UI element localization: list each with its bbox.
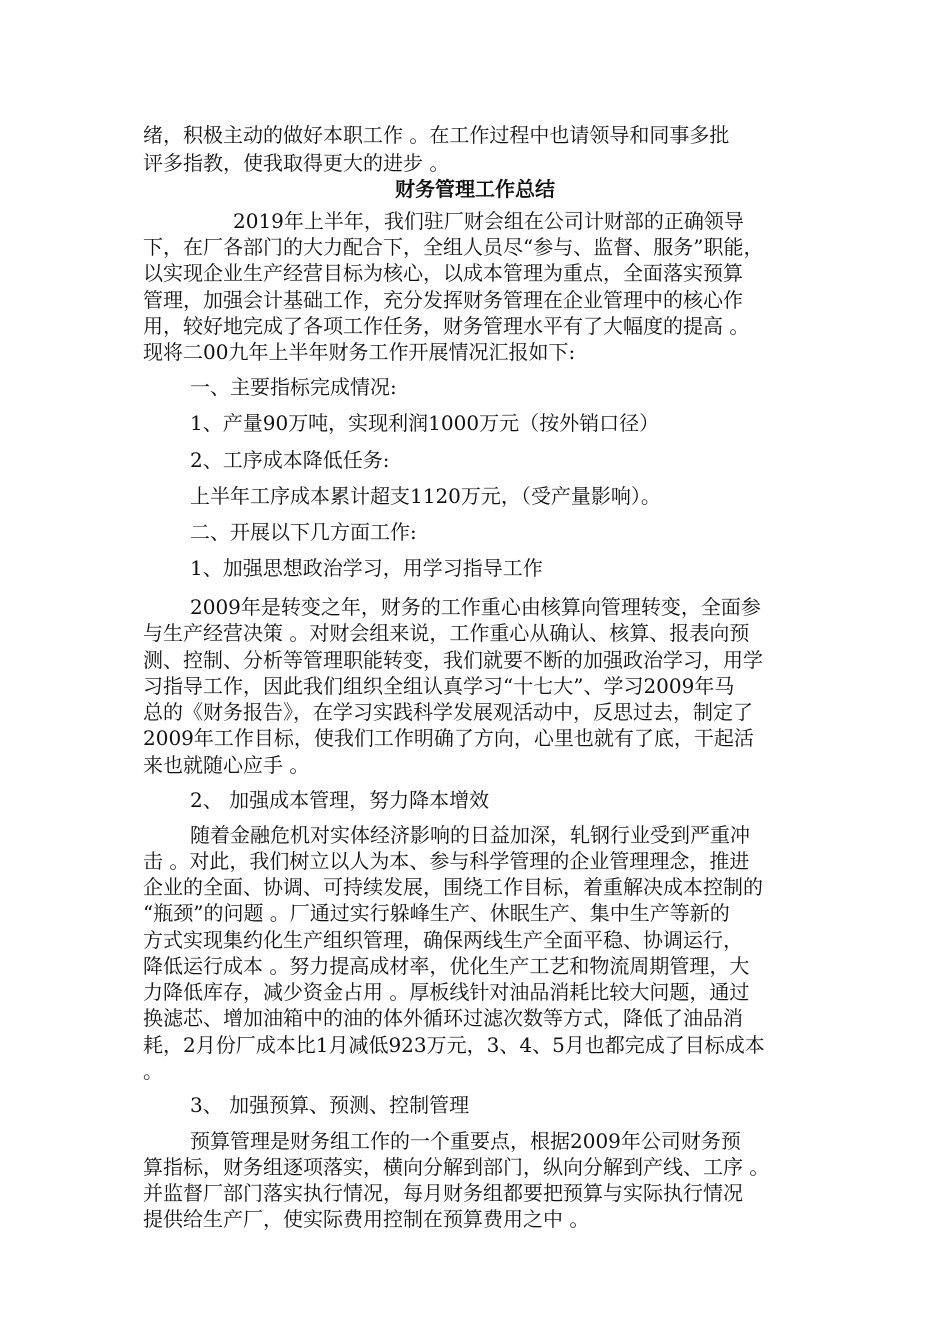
- section-heading: 二、开展以下几方面工作:: [190, 520, 417, 544]
- text-line: 算指标，财务组逐项落实，横向分解到部门，纵向分解到产线、工序 。: [143, 1155, 770, 1179]
- text-line: 绪，积极主动的做好本职工作 。在工作过程中也请领导和同事多批: [143, 123, 730, 147]
- text-line: 力降低库存，减少资金占用 。厚板线针对油品消耗比较大问题，通过: [143, 980, 750, 1004]
- text-line: 以实现企业生产经营目标为核心，以成本管理为重点，全面落实预算: [143, 261, 743, 285]
- text-line: 2009年是转变之年，财务的工作重心由核算向管理转变，全面参: [190, 595, 761, 619]
- text-line: 下，在厂各部门的大力配合下，全组人员尽“参与、监督、服务”职能，: [143, 235, 764, 259]
- text-line: 企业的全面、协调、可持续发展，围绕工作目标，着重解决成本控制的: [143, 875, 763, 899]
- text-line: 并监督厂部门落实执行情况，每月财务组都要把预算与实际执行情况: [143, 1181, 743, 1205]
- document-title: 财务管理工作总结: [395, 177, 555, 201]
- text-line: 用，较好地完成了各项工作任务，财务管理水平有了大幅度的提高 。: [143, 314, 750, 338]
- text-line: 2009年工作目标，使我们工作明确了方向，心里也就有了底，干起活: [143, 726, 754, 750]
- text-line: 换滤芯、增加油箱中的油的体外循环过滤次数等方式，降低了油品消: [143, 1006, 743, 1030]
- text-line: 管理，加强会计基础工作，充分发挥财务管理在企业管理中的核心作: [143, 288, 743, 312]
- text-line: 上半年工序成本累计超支1120万元，（受产量影响）。: [190, 484, 661, 508]
- text-line: 习指导工作，因此我们组织全组认真学习“十七大”、学习2009年马: [143, 674, 735, 698]
- text-line: 。: [143, 1059, 163, 1083]
- text-line: 1、产量90万吨，实现利润1000万元（按外销口径）: [190, 411, 660, 435]
- text-line: 测、控制、分析等管理职能转变，我们就要不断的加强政治学习，用学: [143, 648, 763, 672]
- subsection-heading: 2、 加强成本管理，努力降本增效: [190, 788, 490, 812]
- text-line: 2、工序成本降低任务:: [190, 448, 390, 472]
- text-line: 降低运行成本 。努力提高成材率，优化生产工艺和物流周期管理，大: [143, 954, 750, 978]
- text-line: 方式实现集约化生产组织管理，确保两线生产全面平稳、协调运行，: [143, 928, 743, 952]
- subsection-heading: 1、加强思想政治学习，用学习指导工作: [190, 556, 543, 580]
- text-line: 评多指教，使我取得更大的进步 。: [143, 151, 450, 175]
- text-line: 提供给生产厂，使实际费用控制在预算费用之中 。: [143, 1207, 590, 1231]
- text-line: 预算管理是财务组工作的一个重要点，根据2009年公司财务预: [190, 1129, 741, 1153]
- text-line: 击 。对此，我们树立以人为本、参与科学管理的企业管理理念，推进: [143, 849, 750, 873]
- text-line: 总的《财务报告》，在学习实践科学发展观活动中，反思过去，制定了: [143, 700, 753, 724]
- text-line: 耗，2月份厂成本比1月减低923万元，3、4、5月也都完成了目标成本: [143, 1033, 765, 1057]
- subsection-heading: 3、 加强预算、预测、控制管理: [190, 1093, 470, 1117]
- text-line: 随着金融危机对实体经济影响的日益加深，轧钢行业受到严重冲: [190, 823, 750, 847]
- text-line: 现将二00九年上半年财务工作开展情况汇报如下:: [143, 340, 576, 364]
- text-line: 来也就随心应手 。: [143, 753, 310, 777]
- text-line: 与生产经营决策 。对财会组来说，工作重心从确认、核算、报表向预: [143, 621, 750, 645]
- text-line: 2019年上半年，我们驻厂财会组在公司计财部的正确领导: [233, 209, 744, 233]
- section-heading: 一、主要指标完成情况:: [190, 375, 397, 399]
- text-line: “瓶颈”的问题 。厂通过实行躲峰生产、休眠生产、集中生产等新的: [143, 901, 730, 925]
